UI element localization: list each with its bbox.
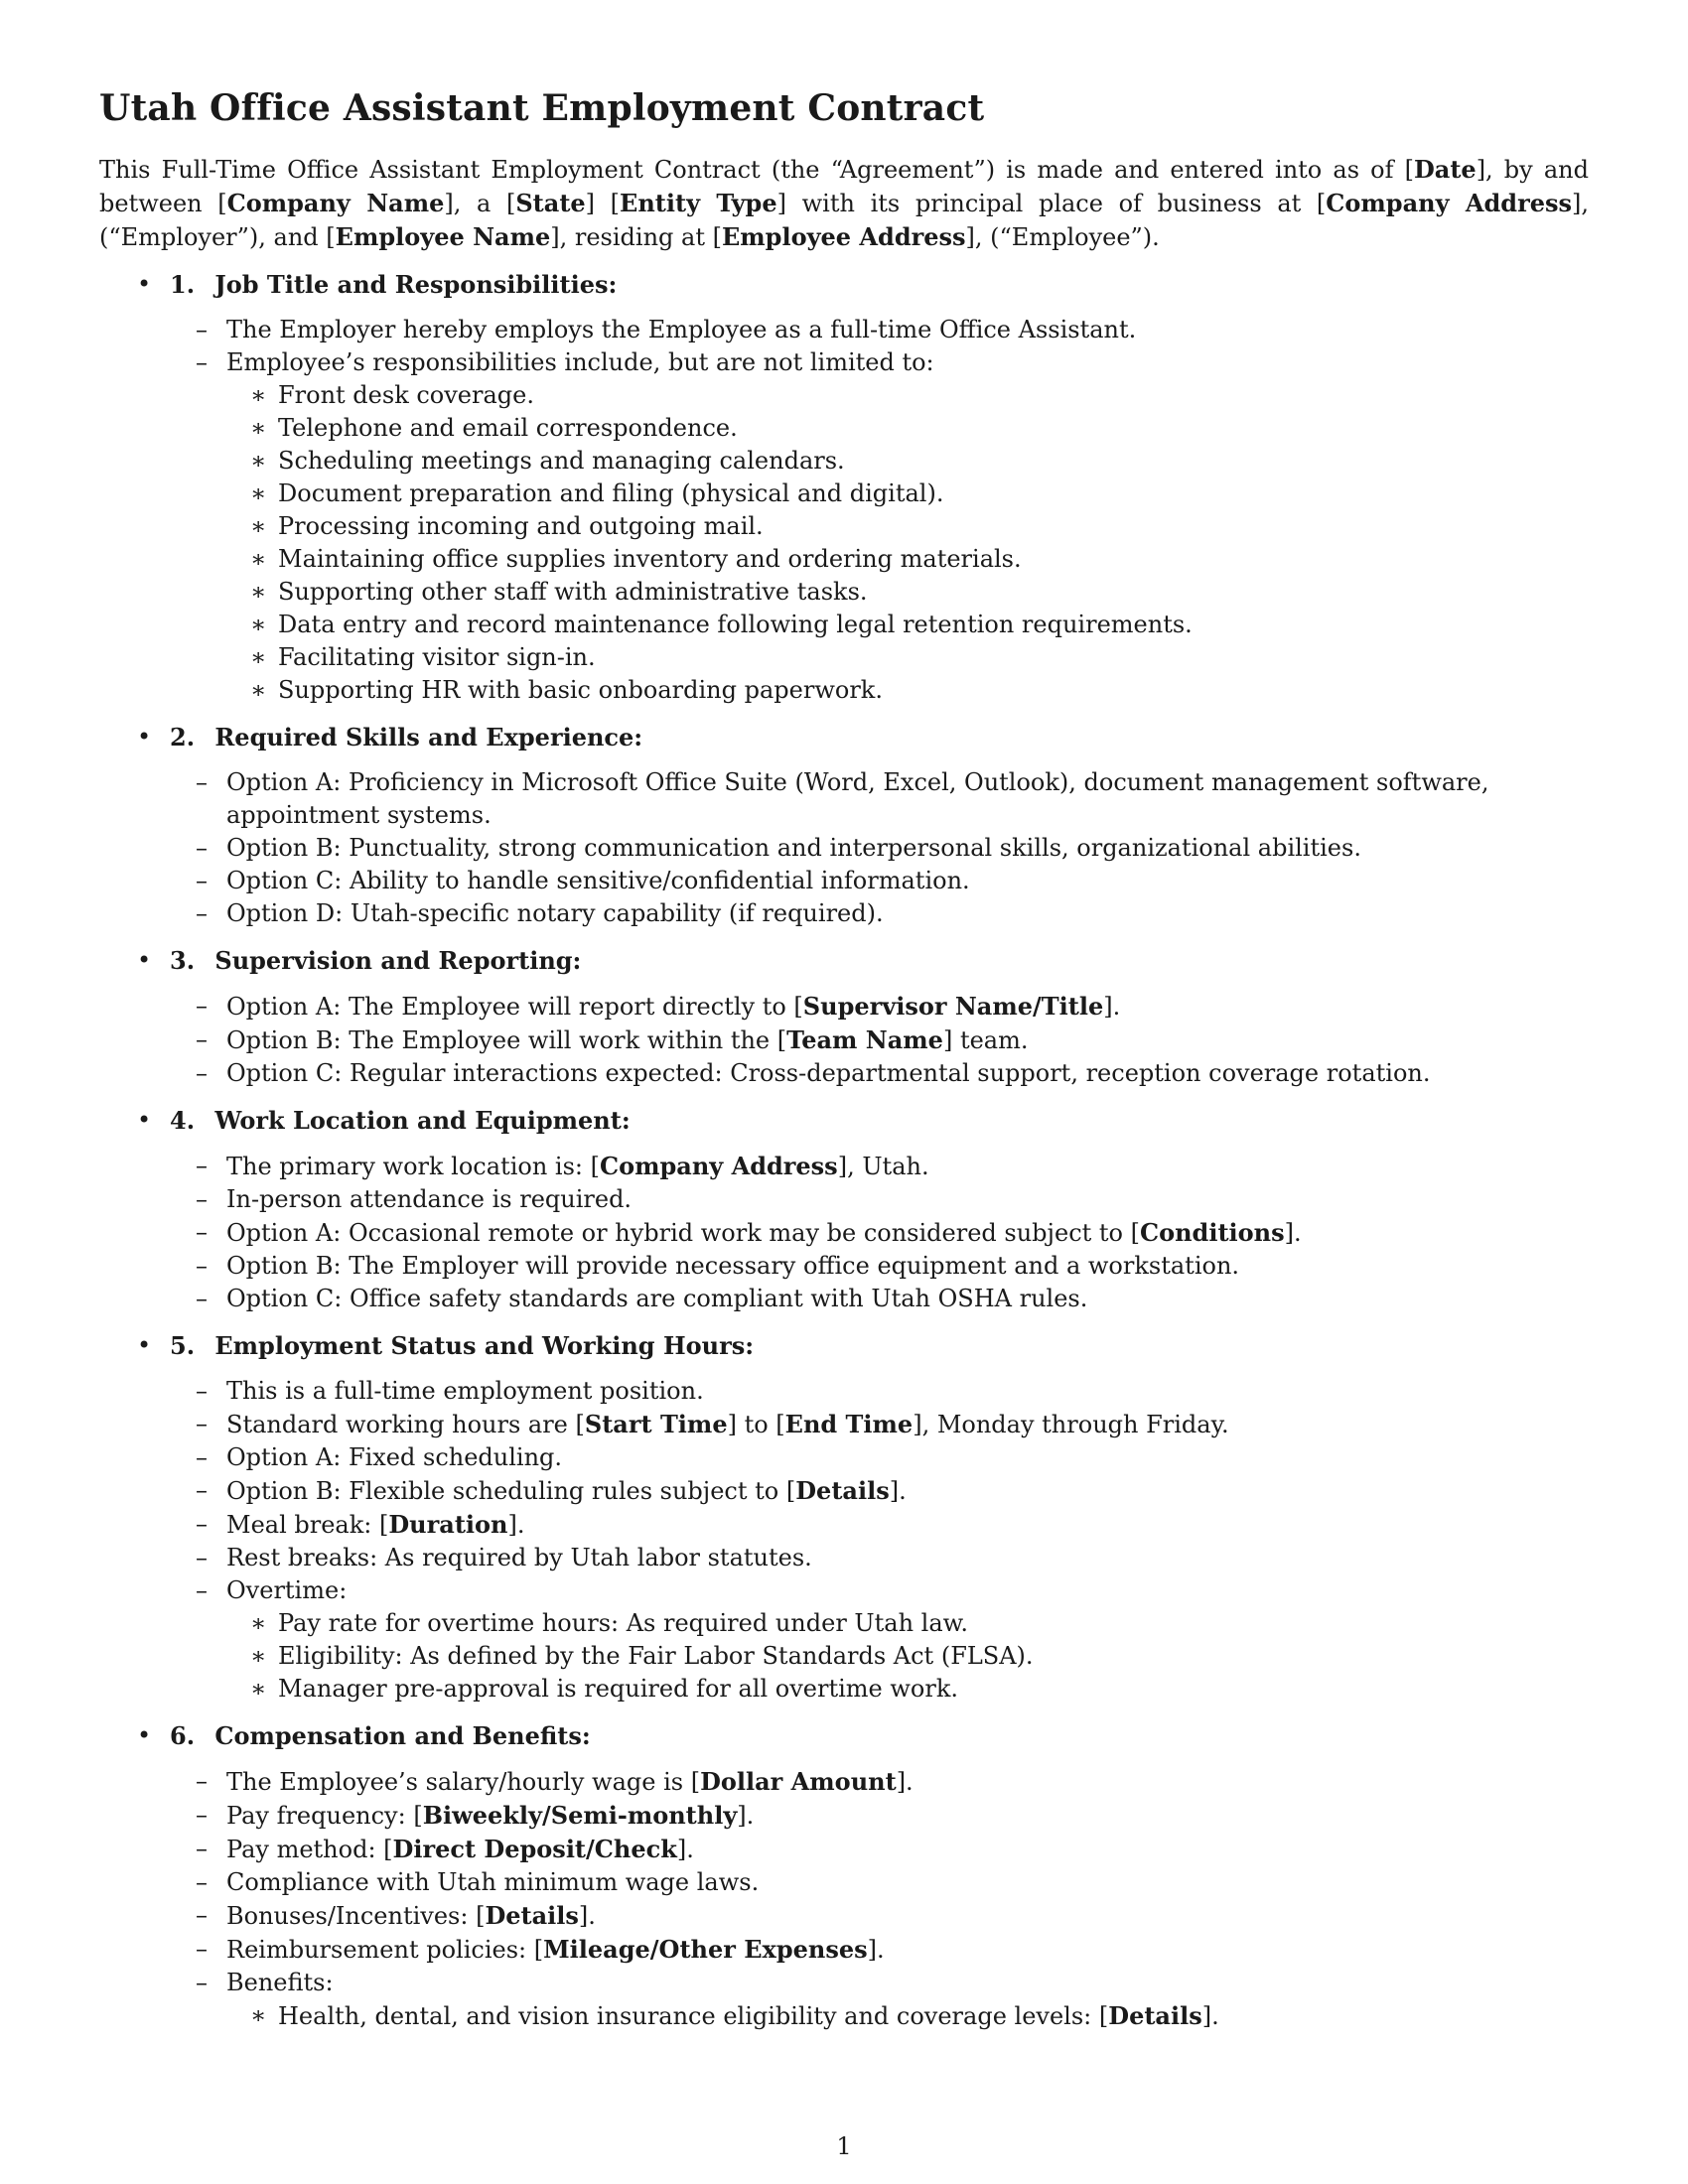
section-heading: • 4. Work Location and Equipment:: [99, 1104, 1589, 1137]
page-number: 1: [836, 2132, 852, 2160]
sub-list-item: ∗ Document preparation and filing (physical and digital).: [99, 478, 1589, 510]
sub-list-item: ∗ Facilitating visitor sign-in.: [99, 641, 1589, 674]
list-item: – Reimbursement policies: [Mileage/Other Expenses].: [99, 1933, 1589, 1967]
list-item: – The Employer hereby employs the Employee as a full-time Office Assistant.: [99, 314, 1589, 346]
list-item: – Pay method: [Direct Deposit/Check].: [99, 1833, 1589, 1866]
list-item: – The primary work location is: [Company Address], Utah.: [99, 1150, 1589, 1183]
section-2: [99, 721, 1589, 930]
sub-list-item: ∗ Telephone and email correspondence.: [99, 412, 1589, 445]
list-item: – Option C: Office safety standards are compliant with Utah OSHA rules.: [99, 1283, 1589, 1315]
list-item: – This is a full-time employment position.: [99, 1375, 1589, 1408]
list-item: – Option C: Regular interactions expected: Cross-departmental support, reception coverage rotation.: [99, 1057, 1589, 1090]
list-item: – Option B: The Employer will provide necessary office equipment and a workstation.: [99, 1250, 1589, 1283]
list-item: – Overtime: ∗ Pay rate for overtime hours: As required under Utah law. ∗ Eligibility: As defined by the Fair Labor Standards Act (FLSA). ∗ Manager pre-approval is required for all overtime work.: [99, 1574, 1589, 1706]
sub-list-item: ∗ Pay rate for overtime hours: As required under Utah law.: [99, 1607, 1589, 1640]
placeholder-company-name: Company Name: [226, 189, 445, 217]
section-4: [99, 1104, 1589, 1315]
list-item: – The Employee’s salary/hourly wage is [Dollar Amount].: [99, 1765, 1589, 1799]
placeholder-dollar-amount: Dollar Amount: [700, 1767, 897, 1796]
section-6: [99, 1719, 1589, 2033]
placeholder-employee-name: Employee Name: [335, 222, 551, 251]
sub-list-item: ∗ Data entry and record maintenance following legal retention requirements.: [99, 609, 1589, 641]
placeholder-date: Date: [1413, 155, 1477, 184]
list-item: – Option B: Punctuality, strong communication and interpersonal skills, organizational abilities.: [99, 832, 1589, 865]
sub-list-item: ∗ Supporting other staff with administrative tasks.: [99, 576, 1589, 609]
placeholder-benefit-details: Details: [1108, 2001, 1202, 2030]
list-item: – Benefits: ∗ Health, dental, and vision insurance eligibility and coverage levels: [Details].: [99, 1967, 1589, 2033]
list-item: – Bonuses/Incentives: [Details].: [99, 1899, 1589, 1933]
placeholder-state: State: [515, 189, 586, 217]
section-heading: • 2. Required Skills and Experience:: [99, 721, 1589, 753]
list-item: – Option C: Ability to handle sensitive/confidential information.: [99, 865, 1589, 897]
sub-list-item: ∗ Processing incoming and outgoing mail.: [99, 510, 1589, 543]
sub-list-item: ∗ Eligibility: As defined by the Fair Labor Standards Act (FLSA).: [99, 1640, 1589, 1673]
section-heading: • 1. Job Title and Responsibilities:: [99, 268, 1589, 301]
list-item: – In-person attendance is required.: [99, 1183, 1589, 1216]
placeholder-pay-frequency: Biweekly/Semi-monthly: [422, 1801, 738, 1830]
placeholder-team-name: Team Name: [786, 1025, 943, 1054]
list-item: – Option A: Proficiency in Microsoft Office Suite (Word, Excel, Outlook), document management software, appointment systems.: [99, 766, 1589, 832]
placeholder-end-time: End Time: [784, 1410, 914, 1438]
sub-list-item: ∗ Manager pre-approval is required for all overtime work.: [99, 1673, 1589, 1706]
placeholder-supervisor: Supervisor Name/Title: [802, 992, 1104, 1021]
placeholder-conditions: Conditions: [1140, 1218, 1285, 1247]
placeholder-start-time: Start Time: [584, 1410, 728, 1438]
section-3: [99, 944, 1589, 1090]
placeholder-reimbursement: Mileage/Other Expenses: [543, 1935, 868, 1964]
sub-list-item: ∗ Front desk coverage.: [99, 379, 1589, 412]
placeholder-entity-type: Entity Type: [620, 189, 777, 217]
list-item: – Option A: The Employee will report directly to [Supervisor Name/Title].: [99, 990, 1589, 1024]
document-title: Utah Office Assistant Employment Contract: [99, 87, 985, 129]
section-list: [99, 268, 1589, 2033]
placeholder-pay-method: Direct Deposit/Check: [392, 1835, 677, 1863]
placeholder-details: Details: [795, 1476, 890, 1505]
sub-list-item: ∗ Health, dental, and vision insurance eligibility and coverage levels: [Details].: [99, 1999, 1589, 2033]
section-heading: • 3. Supervision and Reporting:: [99, 944, 1589, 977]
list-item: – Pay frequency: [Biweekly/Semi-monthly].: [99, 1799, 1589, 1833]
document-page: [99, 87, 1589, 2047]
placeholder-duration: Duration: [388, 1510, 508, 1539]
section-heading: • 6. Compensation and Benefits:: [99, 1719, 1589, 1752]
section-5: [99, 1329, 1589, 1706]
sub-list-item: ∗ Scheduling meetings and managing calendars.: [99, 445, 1589, 478]
list-item: – Option D: Utah-specific notary capability (if required).: [99, 897, 1589, 930]
placeholder-company-address: Company Address: [599, 1152, 838, 1180]
list-item: – Standard working hours are [Start Time] to [End Time], Monday through Friday.: [99, 1408, 1589, 1441]
list-item: – Employee’s responsibilities include, but are not limited to: ∗ Front desk coverage. ∗ Telephone and email correspondence. ∗ Scheduling meetings and managing calendars. ∗ Document preparation and filing (physical and digital). ∗ Processing incoming and outgoing mail. ∗ Maintaining office supplies inventory and ordering materials. ∗ Supporting other staff with administrative tasks. ∗ Data entry and record maintenance following legal retention requirements. ∗ Facilitating visitor sign-in. ∗ Supporting HR with basic onboarding paperwork.: [99, 346, 1589, 707]
placeholder-employee-address: Employee Address: [721, 222, 966, 251]
placeholder-company-address: Company Address: [1326, 189, 1573, 217]
section-heading: • 5. Employment Status and Working Hours:: [99, 1329, 1589, 1362]
placeholder-bonus-details: Details: [485, 1901, 579, 1930]
section-1: [99, 268, 1589, 707]
sub-list-item: ∗ Maintaining office supplies inventory and ordering materials.: [99, 543, 1589, 576]
list-item: – Option B: The Employee will work within the [Team Name] team.: [99, 1024, 1589, 1057]
list-item: – Compliance with Utah minimum wage laws.: [99, 1866, 1589, 1899]
list-item: – Meal break: [Duration].: [99, 1508, 1589, 1542]
sub-list-item: ∗ Supporting HR with basic onboarding paperwork.: [99, 674, 1589, 707]
list-item: – Option A: Fixed scheduling.: [99, 1441, 1589, 1474]
list-item: – Rest breaks: As required by Utah labor statutes.: [99, 1542, 1589, 1574]
list-item: – Option A: Occasional remote or hybrid work may be considered subject to [Conditions].: [99, 1216, 1589, 1250]
intro-paragraph: This Full-Time Office Assistant Employment Contract (the “Agreement”) is made and entered into as of [Date], by and between [Company Name], a [State] [Entity Type] with its principal place of business at [Company Address], (“Employer”), and [Employee Name], residing at [Employee Address], (“Employee”).: [99, 155, 1590, 251]
list-item: – Option B: Flexible scheduling rules subject to [Details].: [99, 1474, 1589, 1508]
